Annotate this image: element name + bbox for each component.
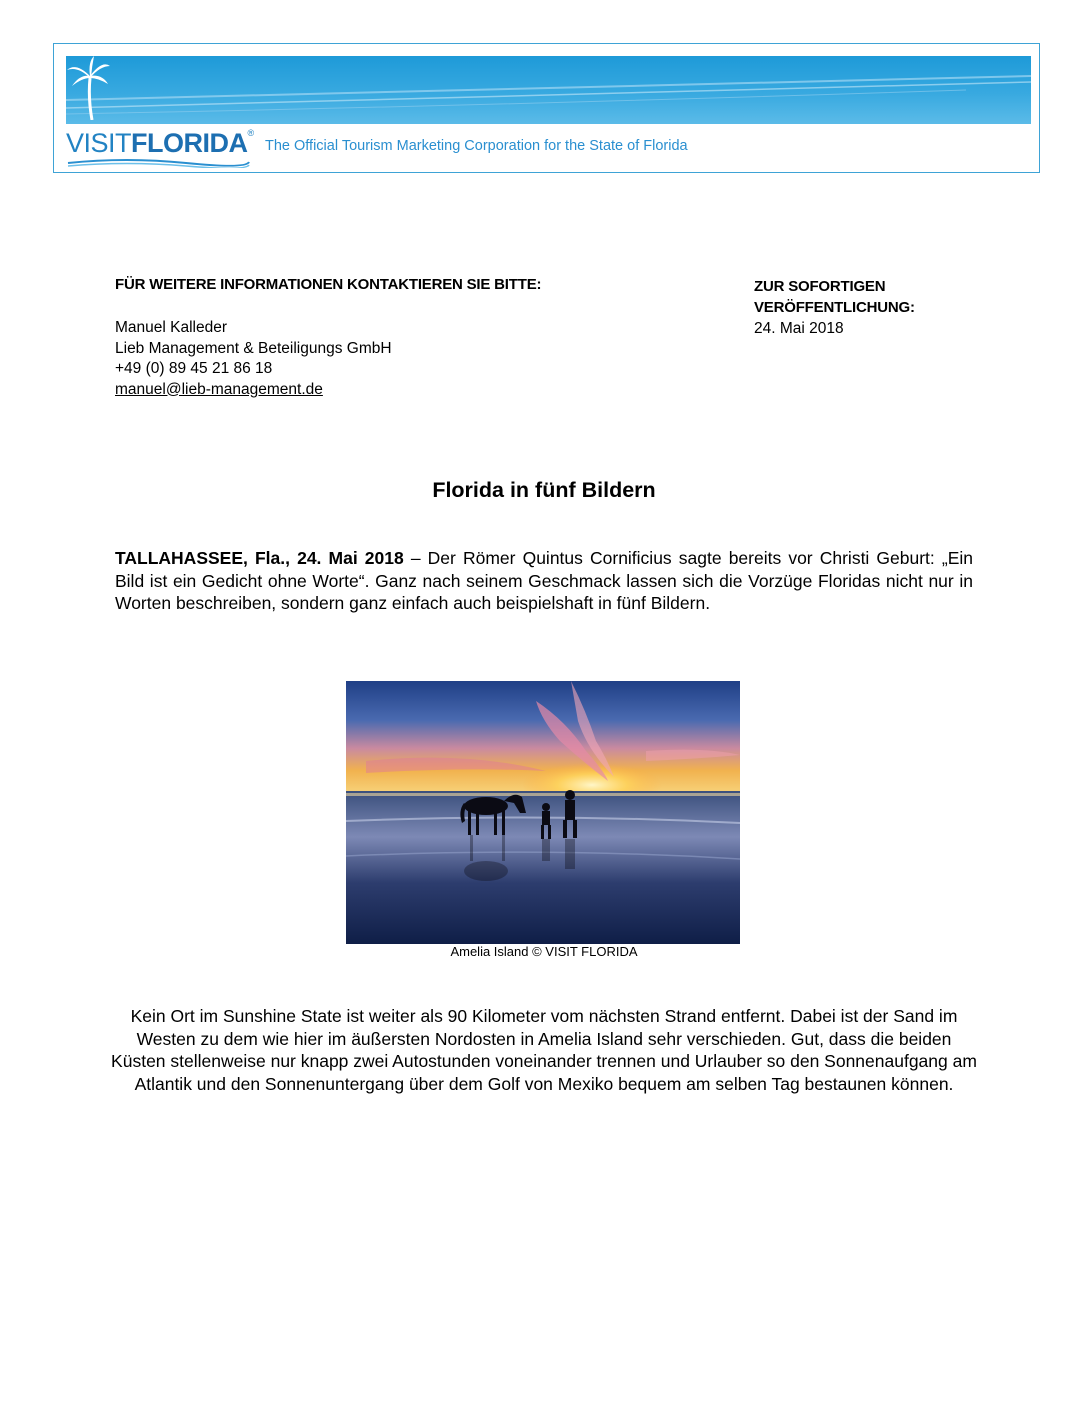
contact-email-link[interactable]: manuel@lieb-management.de: [115, 380, 323, 398]
banner-sky-band: [66, 56, 1031, 124]
logo-florida-text: FLORIDA: [131, 128, 248, 158]
contact-company: Lieb Management & Beteiligungs GmbH: [115, 339, 392, 357]
contact-details: [115, 318, 392, 400]
article-title: Florida in fünf Bildern: [432, 478, 656, 502]
body-paragraph: Kein Ort im Sunshine State ist weiter als 90 Kilometer vom nächsten Strand entfernt. Dabei ist der Sand im Westen zu dem wie hier im äußersten Nordosten in Amelia Island sehr verschieden. Gut, dass die beiden Küsten stellenweise nur knapp zwei Autostunden voneinander trennen und Urlauber so den Sonnenaufgang am Atlantik und den Sonnenuntergang über dem Golf von Mexiko bequem am selben Tag bestaunen können.: [111, 1006, 977, 1094]
intro-text: – Der Römer Quintus Cornificius sagte bereits vor Christi Geburt: „Ein Bild ist ein Gedicht ohne Worte“. Ganz nach seinem Geschmack lassen sich die Vorzüge Floridas nicht nur in Worten beschreiben, sondern ganz einfach auch beispielshaft in fünf Bildern.: [115, 548, 974, 613]
banner-tagline: The Official Tourism Marketing Corporation for the State of Florida: [265, 138, 688, 154]
release-label-line1: ZUR SOFORTIGEN: [754, 278, 886, 295]
release-date: 24. Mai 2018: [754, 320, 844, 337]
logo-visit-text: VISIT: [66, 128, 132, 158]
contact-phone: +49 (0) 89 45 21 86 18: [115, 360, 273, 377]
header-banner: [53, 43, 1040, 173]
visit-florida-logo: [66, 128, 254, 162]
release-block: [754, 276, 915, 339]
banner-streaks: [66, 56, 1031, 124]
palm-tree-icon: [66, 56, 110, 120]
contact-heading: FÜR WEITERE INFORMATIONEN KONTAKTIEREN SIE BITTE:: [115, 276, 542, 293]
dateline: TALLAHASSEE, Fla., 24. Mai 2018: [115, 548, 404, 568]
release-label-line2: VERÖFFENTLICHUNG:: [754, 299, 915, 316]
logo-wave-icon: [66, 158, 251, 168]
beach-sunset-photo: [346, 681, 740, 944]
photo-caption: Amelia Island © VISIT FLORIDA: [450, 944, 638, 959]
logo-registered-mark: ®: [247, 128, 254, 138]
intro-paragraph: [115, 547, 973, 615]
contact-name: Manuel Kalleder: [115, 319, 228, 336]
photo-illustration: [346, 681, 740, 944]
